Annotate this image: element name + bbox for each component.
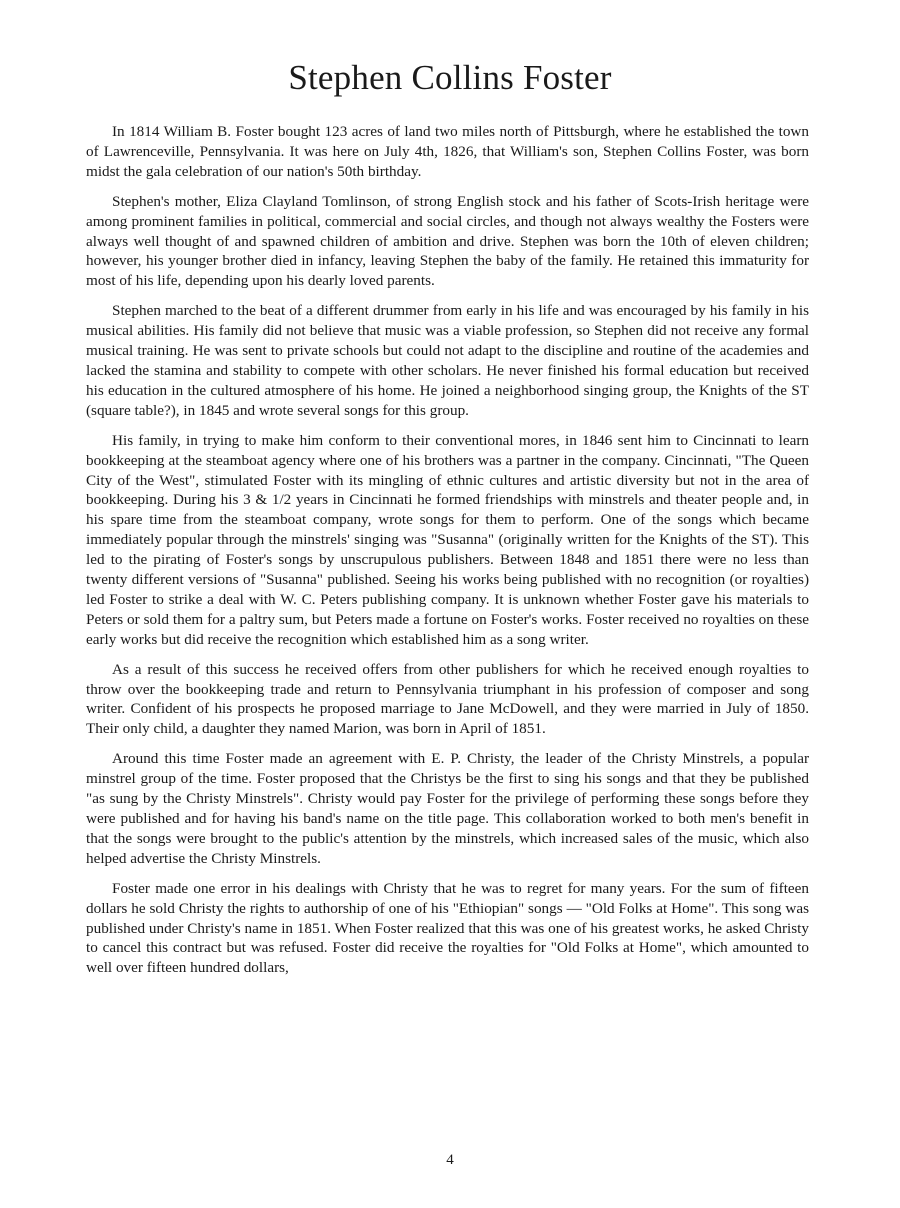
paragraph-4: His family, in trying to make him conform to their conventional mores, in 1846 sent him to Cincinnati to learn bookkeeping at the steamboat agency where one of his brothers was a partner in the company. Cincinnati, "The Queen City of the West", stimulated Foster with its mingling of ethnic cultures and artistic diversity but not in the area of bookkeeping. During his 3 & 1/2 years in Cincinnati he formed friendships with minstrels and theater people and, in his spare time from the steamboat company, wrote songs for them to perform. One of the songs which became immediately popular through the minstrels' singing was "Susanna" (originally written for the Knights of the ST). This led to the pirating of Foster's songs by unscrupulous publishers. Between 1848 and 1851 there were no less than twenty different versions of "Susanna" published. Seeing his works being published with no recognition (or royalties) led Foster to strike a deal with W. C. Peters publishing company. It is unknown whether Foster gave his materials to Peters or sold them for a paltry sum, but Peters made a fortune on Foster's works. Foster received no royalties on these early works but did receive the recognition which established him as a song writer. — [86, 431, 809, 648]
paragraph-3: Stephen marched to the beat of a different drummer from early in his life and was encouraged by his family in his musical abilities. His family did not believe that music was a viable profession, so Stephen did not receive any formal musical training. He was sent to private schools but could not adapt to the discipline and routine of the academies and lacked the stamina and stability to compete with other scholars. He never finished his formal education but received his education in the cultured atmosphere of his home. He joined a neighborhood singing group, the Knights of the ST (square table?), in 1845 and wrote several songs for this group. — [86, 302, 809, 419]
paragraph-5: As a result of this success he received offers from other publishers for which he received enough royalties to throw over the bookkeeping trade and return to Pennsylvania triumphant in his profession of composer and song writer. Confident of his prospects he proposed marriage to Jane McDowell, and they were married in July of 1850. Their only child, a daughter they named Marion, was born in April of 1851. — [86, 660, 809, 738]
paragraph-7: Foster made one error in his dealings with Christy that he was to regret for many years. For the sum of fifteen dollars he sold Christy the rights to authorship of one of his "Ethiopian" songs — "Old Folks at Home". This song was published under Christy's name in 1851. When Foster realized that this was one of his greatest works, he asked Christy to cancel this contract but was refused. Foster did receive the royalties for "Old Folks at Home", which amounted to well over fifteen hundred dollars, — [86, 879, 809, 977]
article-body — [86, 122, 809, 988]
paragraph-2: Stephen's mother, Eliza Clayland Tomlinson, of strong English stock and his father of Scots-Irish heritage were among prominent families in political, commercial and social circles, and though not always wealthy the Fosters were always well thought of and spawned children of ambition and drive. Stephen was born the 10th of eleven children; however, his younger brother died in infancy, leaving Stephen the baby of the family. He retained this immaturity for most of his life, depending upon his dearly loved parents. — [86, 192, 809, 290]
page-number: 4 — [446, 1152, 454, 1168]
paragraph-1: In 1814 William B. Foster bought 123 acres of land two miles north of Pittsburgh, where he established the town of Lawrenceville, Pennsylvania. It was here on July 4th, 1826, that William's son, Stephen Collins Foster, was born midst the gala celebration of our nation's 50th birthday. — [86, 123, 809, 180]
paragraph-6: Around this time Foster made an agreement with E. P. Christy, the leader of the Christy Minstrels, a popular minstrel group of the time. Foster proposed that the Christys be the first to sing his songs and that they be published "as sung by the Christy Minstrels". Christy would pay Foster for the privilege of performing these songs before they were published and for having his band's name on the title page. This collaboration worked to both men's benefit in that the songs were brought to the public's attention by the minstrels, which increased sales of the music, which also helped advertise the Christy Minstrels. — [86, 750, 809, 867]
page-title: Stephen Collins Foster — [288, 58, 612, 97]
